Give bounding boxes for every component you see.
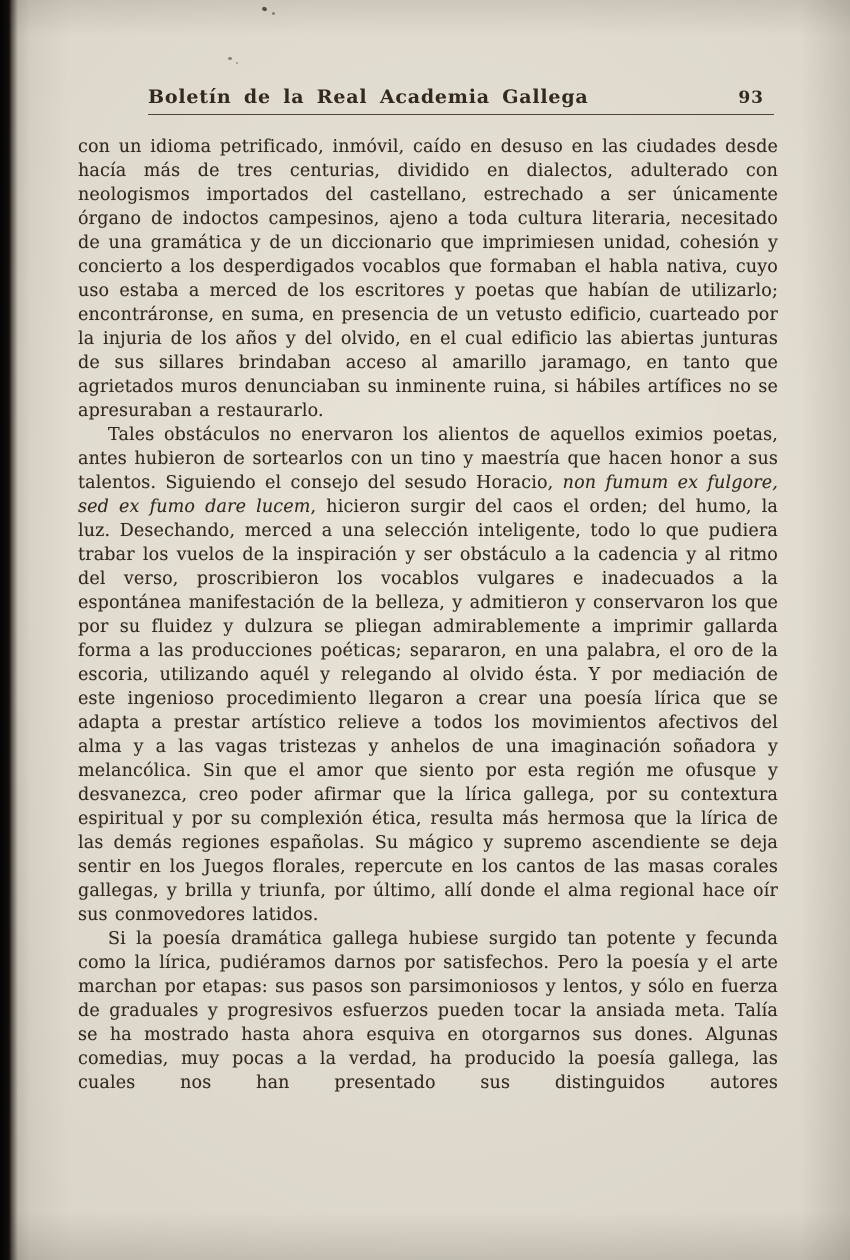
running-header bbox=[78, 0, 778, 108]
text-segment: Si la poesía dramática gallega hubiese surgido tan potente y fecunda como la lírica, pudiéramos darnos por satisfechos. Pero la poesía y el arte marchan por etapas: sus pasos son parsimoniosos y lentos, y sólo en fuerza de graduales y progresivos esfuerzos pueden tocar la ansiada meta. Talía se ha mostrado hasta ahora esquiva en otorgarnos sus dones. Algunas comedias, muy pocas a la verdad, ha producido la poesía gallega, las cuales nos han presentado sus distinguidos autores bbox=[78, 929, 778, 1093]
page-body bbox=[78, 135, 778, 1095]
binding-shadow bbox=[0, 0, 18, 1260]
latin-quote: non fumum ex fulgore, sed ex fumo dare lucem bbox=[78, 473, 778, 517]
paragraph bbox=[78, 423, 778, 927]
text-segment: , hicieron surgir del caos el orden; del humo, la luz. Desechando, merced a una selección inteligente, todo lo que pudiera trabar los vuelos de la inspiración y ser obstáculo a la cadencia y al ritmo del verso, proscribieron los vocablos vulgares e inadecuados a la espontánea manifestación de la belleza, y admitieron y conservaron los que por su fluidez y dulzura se pliegan admirablemente a imprimir gallarda forma a las producciones poéticas; separaron, en una palabra, el oro de la escoria, utilizando aquél y relegando al olvido ésta. Y por mediación de este ingenioso procedimiento llegaron a crear una poesía lírica que se adapta a prestar artístico relieve a todos los movimientos afectivos del alma y a las vagas tristezas y anhelos de una imaginación soñadora y melancólica. Sin que el amor que siento por esta región me ofusque y desvanezca, creo poder afirmar que la lírica gallega, por su contextura espiritual y por su complexión ética, resulta más hermosa que la lírica de las demás regiones españolas. Su mágico y supremo ascendiente se deja sentir en los Juegos florales, repercute en los cantos de las masas corales gallegas, y brilla y triunfa, por último, allí donde el alma regional hace oír sus conmovedores latidos. bbox=[78, 497, 778, 925]
paragraph bbox=[78, 927, 778, 1095]
journal-title: Boletín de la Real Academia Gallega bbox=[148, 86, 589, 108]
text-segment: con un idioma petrificado, inmóvil, caído en desuso en las ciudades desde hacía más de tres centurias, dividido en dialectos, adulterado con neologismos importados del castellano, estrechado a ser únicamente órgano de indoctos campesinos, ajeno a toda cultura literaria, necesitado de una gramática y de un diccionario que imprimiesen unidad, cohesión y concierto a los desperdigados vocablos que formaban el habla nativa, cuyo uso estaba a merced de los escritores y poetas que habían de utilizarlo; encontráronse, en suma, en presencia de un vetusto edificio, cuarteado por la injuria de los años y del olvido, en el cual edificio las abiertas junturas de sus sillares brindaban acceso al amarillo jaramago, en tanto que agrietados muros denunciaban su inminente ruina, si hábiles artífices no se apresuraban a restaurarlo. bbox=[78, 137, 778, 421]
text-segment: Tales obstáculos no enervaron los alientos de aquellos eximios poetas, antes hubieron de sortearlos con un tino y maestría que hacen honor a sus talentos. Siguiendo el consejo del sesudo Horacio, bbox=[78, 425, 778, 493]
page-content bbox=[78, 0, 778, 1095]
page-number: 93 bbox=[738, 88, 764, 108]
header-rule bbox=[148, 114, 774, 115]
paragraph bbox=[78, 135, 778, 423]
